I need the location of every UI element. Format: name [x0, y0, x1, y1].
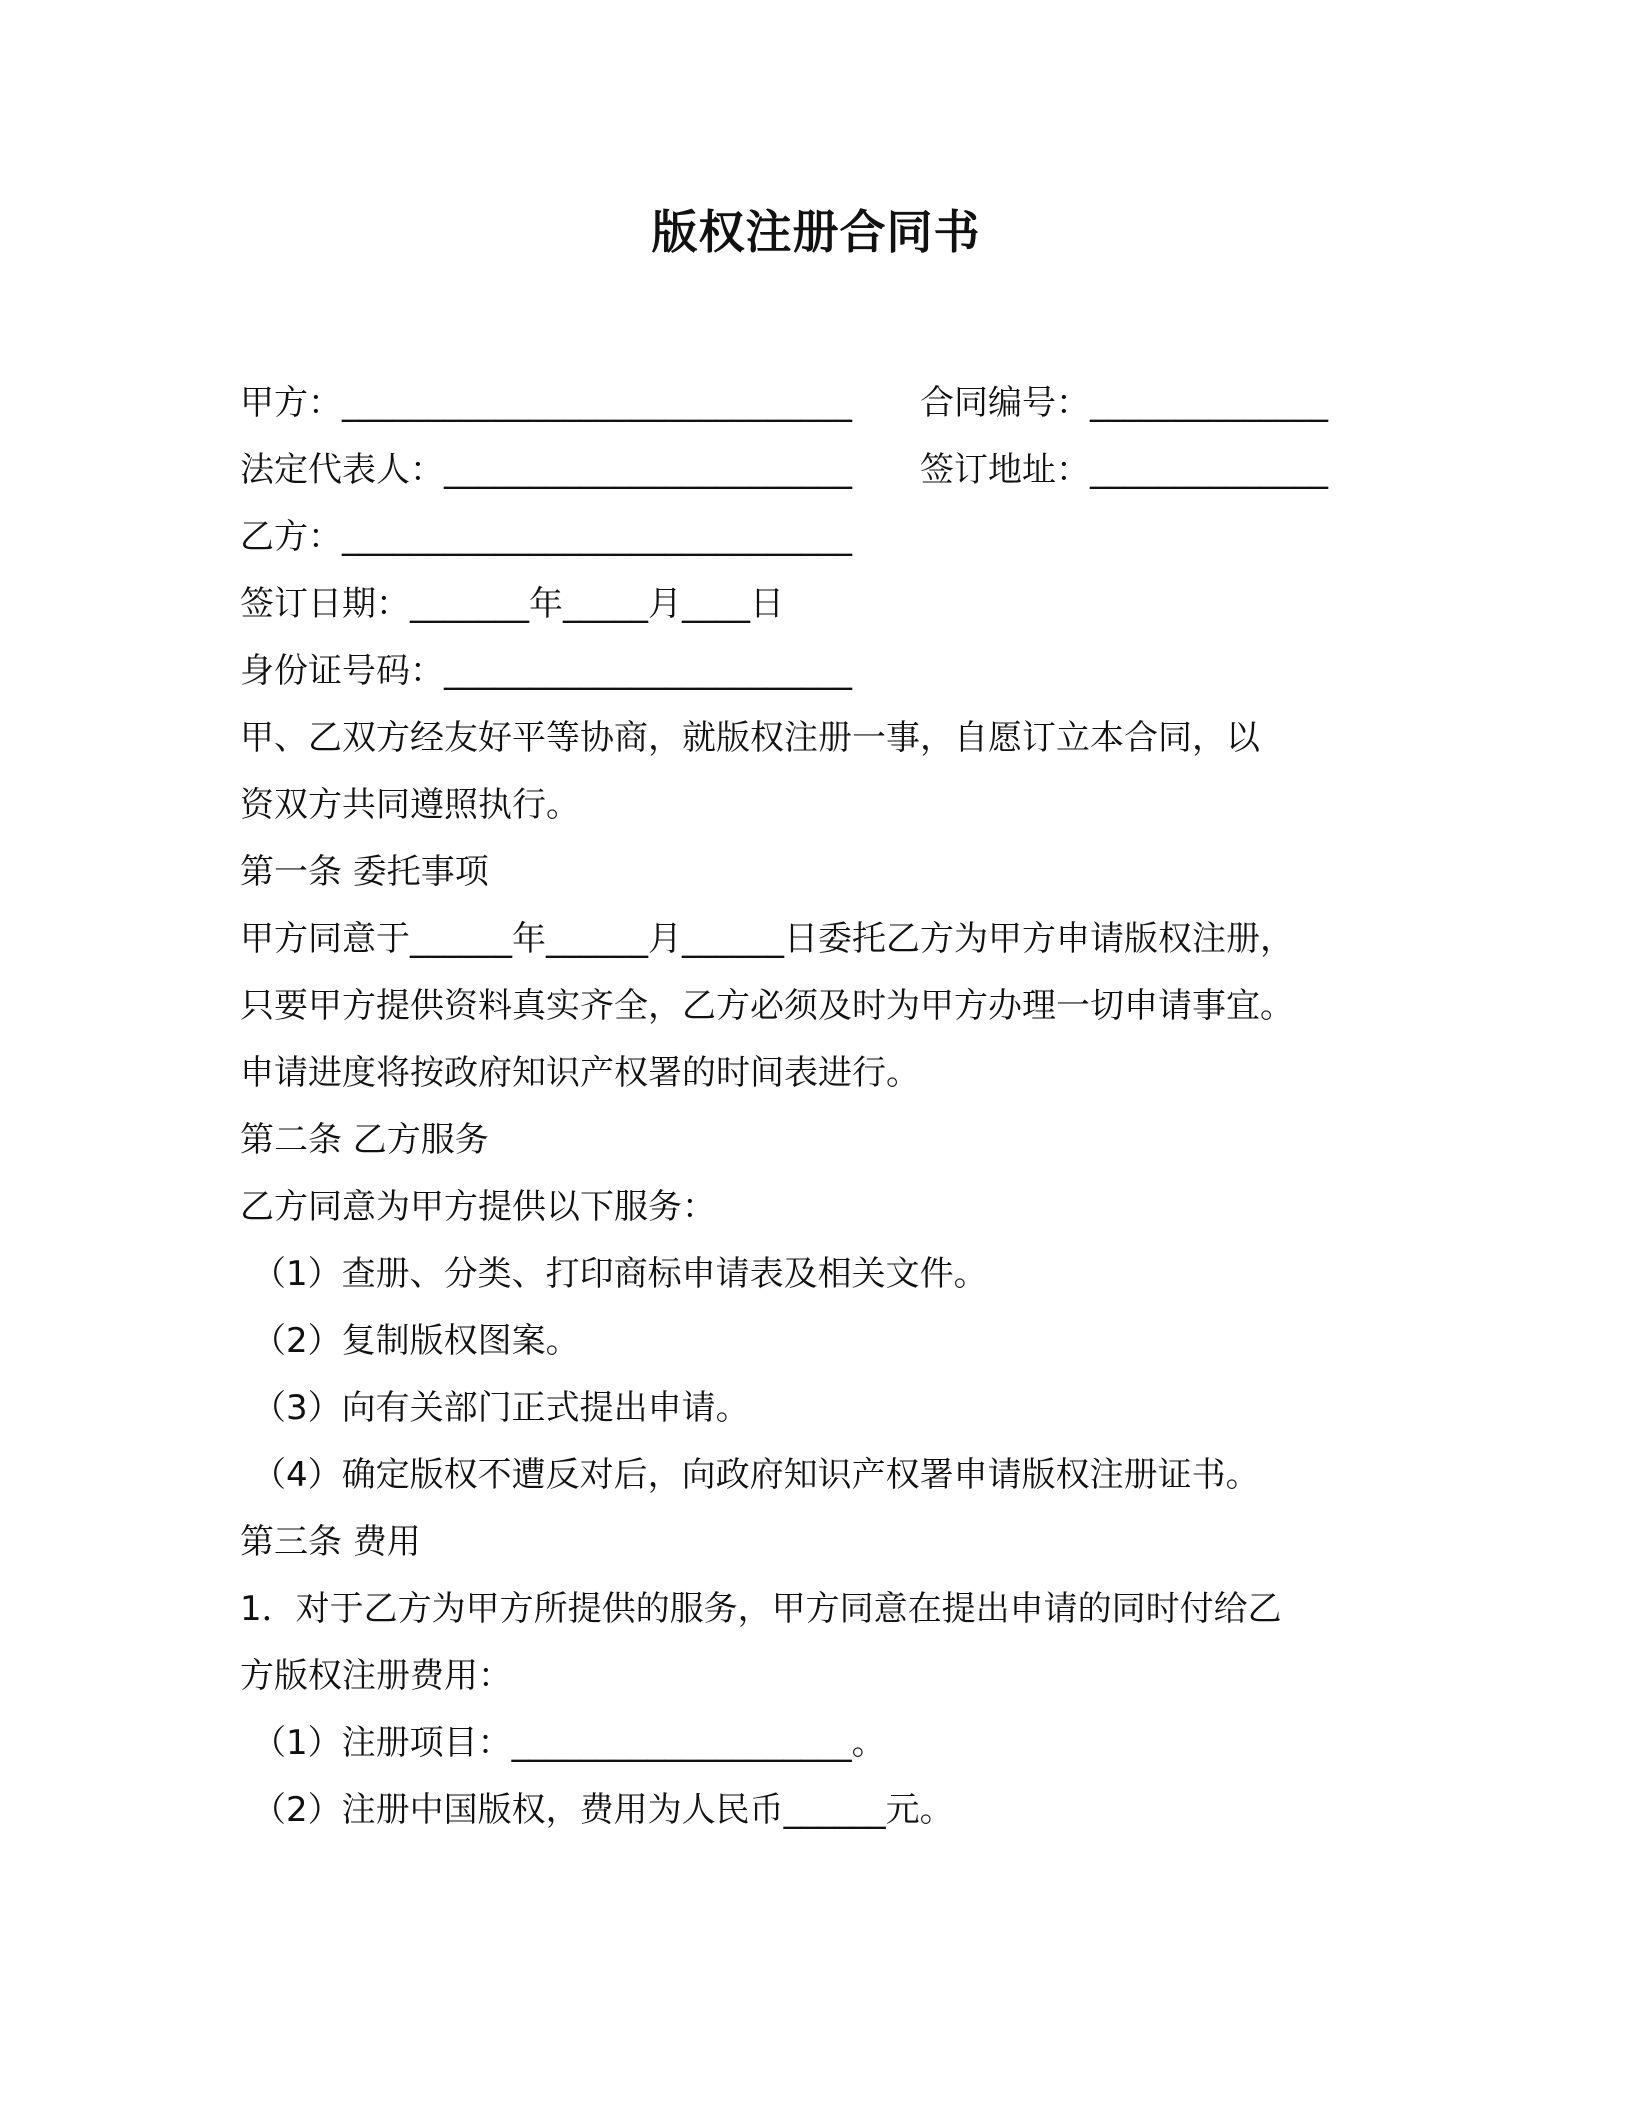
paragraph-line: 资双方共同遵照执行。 [240, 785, 580, 825]
paragraph-line: 1．对于乙方为甲方所提供的服务，甲方同意在提出申请的同时付给乙 [240, 1589, 1282, 1629]
section-heading: 第一条 委托事项 [240, 852, 489, 892]
id-number-field: 身份证号码：________________________ [240, 651, 852, 691]
paragraph-line: 只要甲方提供资料真实齐全，乙方必须及时为甲方办理一切申请事宜。 [240, 986, 1294, 1026]
party-b-field: 乙方：______________________________ [240, 517, 852, 557]
list-item: （4）确定版权不遭反对后，向政府知识产权署申请版权注册证书。 [252, 1455, 1260, 1495]
header-row-1 [240, 370, 1400, 437]
list-item: （3）向有关部门正式提出申请。 [252, 1388, 750, 1428]
signing-place-field: 签订地址：______________ [920, 450, 1328, 490]
paragraph-line: 甲、乙双方经友好平等协商，就版权注册一事，自愿订立本合同，以 [240, 718, 1260, 758]
legal-representative-field: 法定代表人：________________________ [240, 450, 852, 490]
paragraph-line: 乙方同意为甲方提供以下服务： [240, 1187, 716, 1227]
paragraph-line: 方版权注册费用： [240, 1656, 512, 1696]
signing-date-field: 签订日期：_______年_____月____日 [240, 584, 784, 624]
list-item: （2）复制版权图案。 [252, 1321, 580, 1361]
section-heading: 第三条 费用 [240, 1522, 421, 1562]
header-row-2 [240, 437, 1400, 504]
page-title: 版权注册合同书 [651, 205, 981, 259]
contract-body [240, 370, 1400, 1844]
paragraph-line: 申请进度将按政府知识产权署的时间表进行。 [240, 1053, 920, 1093]
list-item: （1）查册、分类、打印商标申请表及相关文件。 [252, 1254, 988, 1294]
paragraph-line: 甲方同意于______年______月______日委托乙方为甲方申请版权注册， [240, 919, 1294, 959]
contract-number-field: 合同编号：______________ [920, 383, 1328, 423]
party-a-field: 甲方：______________________________ [240, 383, 852, 423]
list-item: （1）注册项目：____________________。 [252, 1723, 886, 1763]
list-item: （2）注册中国版权，费用为人民币______元。 [252, 1790, 954, 1830]
section-heading: 第二条 乙方服务 [240, 1120, 489, 1160]
